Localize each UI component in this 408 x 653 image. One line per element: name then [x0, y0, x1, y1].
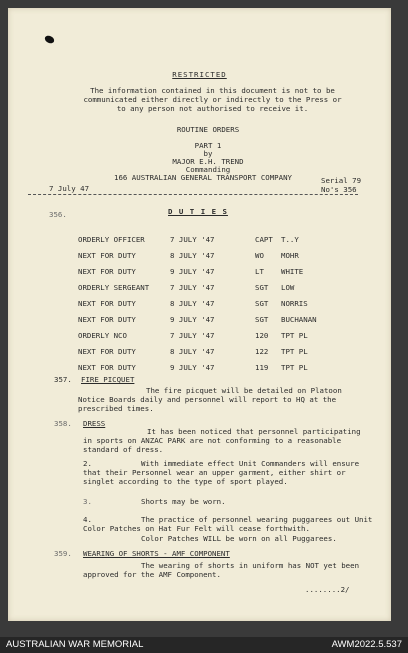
duty-date: 8 JULY '47: [170, 251, 215, 260]
duty-name: TPT PL: [281, 331, 308, 340]
duty-name: TPT PL: [281, 363, 308, 372]
archive-name: AUSTRALIAN WAR MEMORIAL: [6, 639, 144, 650]
duty-date: 7 JULY '47: [170, 235, 215, 244]
archive-footer: [0, 637, 408, 653]
commanding-label: Commanding: [185, 165, 231, 174]
duty-rank: LT: [255, 267, 264, 276]
punch-hole-mark: [44, 34, 56, 44]
shorts-text: The wearing of shorts in uniform has NOT yet been approved for the AMF Component.: [83, 561, 360, 579]
duty-role: ORDERLY SERGEANT: [78, 283, 150, 292]
dress-note: Color Patches WILL be worn on all Puggarees.: [141, 534, 337, 543]
duty-role: NEXT FOR DUTY: [78, 299, 136, 308]
document-page: [8, 8, 391, 621]
fire-picquet-number: 357.: [54, 375, 72, 384]
duty-date: 8 JULY '47: [170, 299, 215, 308]
duty-date: 8 JULY '47: [170, 347, 215, 356]
duty-rank: SGT: [255, 283, 269, 292]
dress-number: 358.: [54, 419, 72, 428]
duty-rank: WO: [255, 251, 264, 260]
part-label: PART 1: [194, 141, 222, 150]
classification-heading: RESTRICTED: [172, 70, 227, 79]
dress-item-number: 3.: [83, 497, 92, 506]
archive-reference: AWM2022.5.537: [331, 639, 402, 650]
duty-name: BUCHANAN: [281, 315, 317, 324]
duty-rank: 120: [255, 331, 269, 340]
duties-heading: D U T I E S: [168, 207, 228, 216]
document-date: 7 July 47: [49, 184, 90, 193]
duty-rank: CAPT: [255, 235, 273, 244]
duty-rank: 122: [255, 347, 269, 356]
restricted-notice: The information contained in this document is not to be communicated either directly or indirectly to the Press or to any person not authorised to receive it.: [83, 86, 342, 113]
dress-item-text: The practice of personnel wearing puggarees out Unit Color Patches on Hat Fur Felt will cease forthwith.: [83, 515, 373, 533]
duty-rank: SGT: [255, 315, 269, 324]
duty-role: NEXT FOR DUTY: [78, 363, 136, 372]
order-numbers: No's 356: [321, 185, 357, 194]
dress-item-number: 2.: [83, 459, 92, 468]
duty-name: NORRIS: [281, 299, 308, 308]
shorts-heading: WEARING OF SHORTS - AMF COMPONENT: [83, 549, 230, 558]
dress-heading: DRESS: [83, 419, 106, 428]
dress-intro: It has been noticed that personnel participating in sports on ANZAC PARK are not conforming to a reasonable standard of dress.: [83, 427, 361, 454]
company-name: 166 AUSTRALIAN GENERAL TRANSPORT COMPANY: [114, 173, 292, 182]
duty-rank: SGT: [255, 299, 269, 308]
continued-marker: ........2/: [305, 585, 350, 594]
commander-name: MAJOR E.H. TREND: [172, 157, 244, 166]
duty-role: NEXT FOR DUTY: [78, 267, 136, 276]
shorts-number: 359.: [54, 549, 72, 558]
duty-role: NEXT FOR DUTY: [78, 315, 136, 324]
dress-item-number: 4.: [83, 515, 92, 524]
duty-name: LOW: [281, 283, 295, 292]
duty-date: 9 JULY '47: [170, 315, 215, 324]
duty-date: 9 JULY '47: [170, 267, 215, 276]
duty-role: NEXT FOR DUTY: [78, 347, 136, 356]
duty-date: 7 JULY '47: [170, 331, 215, 340]
serial-number: Serial 79: [321, 176, 362, 185]
fire-picquet-text: The fire picquet will be detailed on Platoon Notice Boards daily and personnel will report to HQ at the prescribed times.: [78, 386, 342, 413]
duty-name: TPT PL: [281, 347, 308, 356]
duty-rank: 119: [255, 363, 269, 372]
duty-name: T..Y: [281, 235, 299, 244]
fire-picquet-heading: FIRE PICQUET: [81, 375, 135, 384]
header-divider: [28, 194, 358, 195]
duties-number: 356.: [49, 210, 67, 219]
document-title: ROUTINE ORDERS: [176, 125, 240, 134]
by-label: by: [203, 149, 213, 158]
duty-role: ORDERLY NCO: [78, 331, 127, 340]
duty-date: 7 JULY '47: [170, 283, 215, 292]
duty-name: WHITE: [281, 267, 304, 276]
dress-item-text: Shorts may be worn.: [141, 497, 226, 506]
duty-role: NEXT FOR DUTY: [78, 251, 136, 260]
duty-role: ORDERLY OFFICER: [78, 235, 145, 244]
duty-name: MOHR: [281, 251, 299, 260]
duty-date: 9 JULY '47: [170, 363, 215, 372]
dress-item-text: With immediate effect Unit Commanders will ensure that their Personnel wear an upper garment, either shirt or singlet according to the type of sport played.: [83, 459, 360, 486]
